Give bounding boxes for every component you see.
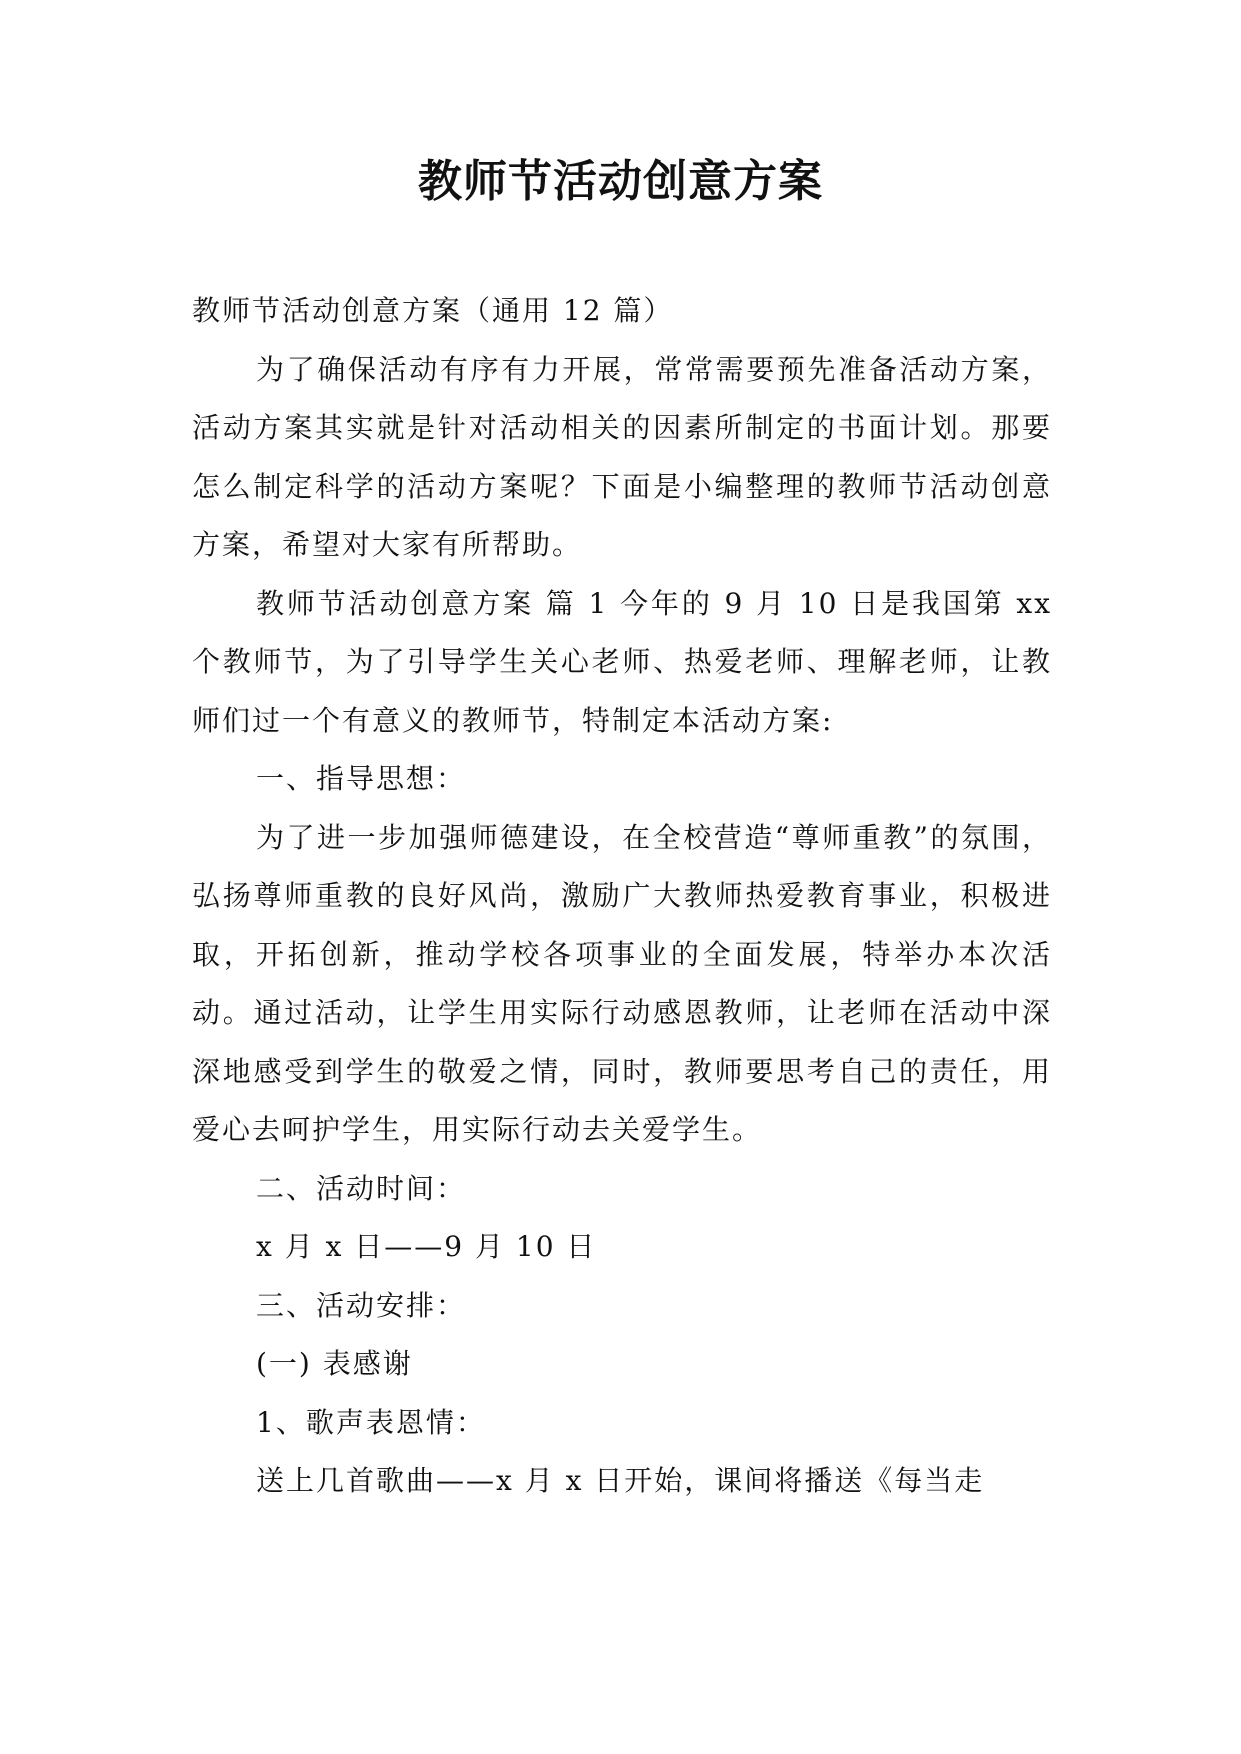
paragraph-activity-time: x 月 x 日——9 月 10 日 — [256, 1230, 597, 1263]
heading-activity-arrangement: 三、活动安排： — [256, 1288, 467, 1322]
paragraph-songs: 送上几首歌曲——x 月 x 日开始，课间将播送《每当走 — [256, 1464, 985, 1497]
heading-guiding-thought: 一、指导思想： — [256, 762, 467, 795]
paragraph-guiding-thought: 为了进一步加强师德建设，在全校营造“尊师重教”的氛围，弘扬尊师重教的良好风尚，激励广大教师热爱教育事业，积极进取，开拓创新，推动学校各项事业的全面发展，特举办本次活动。通过活动，让学生用实际行动感恩教师，让老师在活动中深深地感受到学生的敬爱之情，同时，教师要思考自己的责任，用爱心去呵护学生，用实际行动去关爱学生。 — [192, 820, 1052, 1146]
document-body — [192, 282, 1052, 1511]
heading-activity-time: 二、活动时间： — [256, 1171, 467, 1205]
document-title: 教师节活动创意方案 — [418, 156, 823, 207]
heading-songs: 1、歌声表恩情： — [256, 1405, 486, 1439]
paragraph-subtitle: 教师节活动创意方案（通用 12 篇） — [192, 294, 674, 327]
paragraph-section-1-intro: 教师节活动创意方案 篇 1 今年的 9 月 10 日是我国第 xx 个教师节，为了引导学生关心老师、热爱老师、理解老师，让教师们过一个有意义的教师节，特制定本活动方案: — [192, 586, 1052, 737]
heading-express-thanks: (一) 表感谢 — [256, 1347, 413, 1380]
paragraph-intro: 为了确保活动有序有力开展，常常需要预先准备活动方案，活动方案其实就是针对活动相关的因素所制定的书面计划。那要怎么制定科学的活动方案呢？下面是小编整理的教师节活动创意方案，希望对大家有所帮助。 — [192, 352, 1052, 561]
